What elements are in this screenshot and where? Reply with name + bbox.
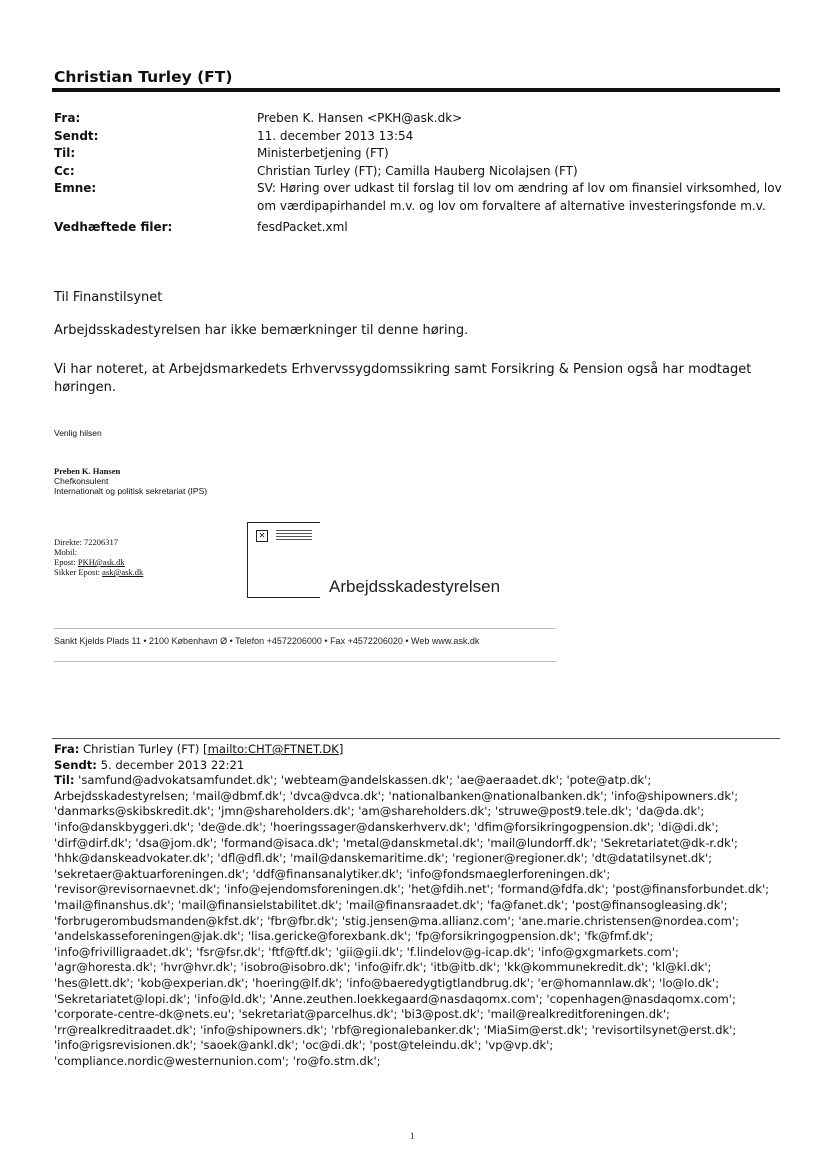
from-value: Preben K. Hansen <PKH@ask.dk> <box>257 111 463 125</box>
cc-value: Christian Turley (FT); Camilla Hauberg Nicolajsen (FT) <box>257 163 578 178</box>
top-rule <box>52 88 780 92</box>
epost-link[interactable]: PKH@ask.dk <box>77 557 125 567</box>
broken-image-icon: ✕ <box>256 530 268 542</box>
signature-mobil: Mobil: <box>54 547 78 557</box>
footer-rule-bottom <box>54 661 556 662</box>
sender-name: Christian Turley (FT) <box>54 68 233 86</box>
fwd-mailto-link[interactable]: [mailto:CHT@FTNET.DK] <box>203 742 344 756</box>
sikker-link[interactable]: ask@ask.dk <box>102 567 144 577</box>
forwarded-rule <box>52 738 780 739</box>
agency-name: Arbejdsskadestyrelsen <box>329 577 501 596</box>
to-row <box>54 145 784 163</box>
closing: Venlig hilsen <box>54 428 102 438</box>
cc-row <box>54 163 784 181</box>
image-placeholder-lines <box>276 530 312 542</box>
attachment-row <box>54 219 784 237</box>
from-row <box>54 110 784 128</box>
sent-row <box>54 128 784 146</box>
epost-label: Epost: <box>54 557 78 567</box>
attachment-label: Vedhæftede filer: <box>54 220 173 234</box>
footer-address: Sankt Kjelds Plads 11 • 2100 København Ø • Telefon +4572206000 • Fax +4572206020 • Web www.ask.dk <box>54 636 480 646</box>
page-number: 1 <box>410 1131 415 1141</box>
sent-label: Sendt: <box>54 128 99 143</box>
fwd-sent-label: Sendt: <box>54 757 97 772</box>
subject-label: Emne: <box>54 181 97 195</box>
fwd-from-line <box>54 742 780 758</box>
signature-dept: Internationalt og politisk sekretariat (IPS) <box>54 486 208 496</box>
fwd-sent-value: 5. december 2013 22:21 <box>96 757 245 772</box>
fwd-to-line <box>54 773 780 1069</box>
to-label: Til: <box>54 146 76 160</box>
footer-rule-top <box>54 628 556 629</box>
signature-epost-line <box>54 557 125 567</box>
sikker-label: Sikker Epost: <box>54 567 103 577</box>
cc-label: Cc: <box>54 163 75 178</box>
fwd-to-label: Til: <box>54 773 75 788</box>
body-paragraph-2: Vi har noteret, at Arbejdsmarkedets Erhvervssygdomssikring samt Forsikring & Pension også har modtaget høringen. <box>54 362 752 395</box>
fwd-from-label: Fra: <box>54 742 80 756</box>
attachment-file[interactable]: fesdPacket.xml <box>257 220 348 234</box>
signature-name: Preben K. Hansen <box>54 466 121 476</box>
greeting: Til Finanstilsynet <box>54 290 163 305</box>
fwd-to-recipients: 'samfund@advokatsamfundet.dk'; 'webteam@andelskassen.dk'; 'ae@aeraadet.dk'; 'pote@atp.dk'; Arbejdsskadestyrelsen; 'mail@dbmf.dk'; 'dvca@dvca.dk'; 'nationalbanken@nationalbanken.dk'; 'info@shipowners.dk'; 'danmarks@skibskredit.dk'; 'jmn@shareholders.dk'; 'am@shareholders.dk'; 'struwe@post9.tele.dk'; 'da@da.dk'; 'info@danskbyggeri.dk'; 'de@de.dk'; 'hoeringssager@danskerhverv.dk'; 'dfim@forsikringogpension.dk'; 'di@di.dk'; 'dirf@dirf.dk'; 'dsa@jom.dk'; 'formand@isaca.dk'; 'metal@danskmetal.dk'; 'mail@lundorff.dk'; 'Sekretariatet@dk-r.dk'; 'hhk@danskeadvokater.dk'; 'dfl@dfl.dk'; 'mail@danskemaritime.dk'; 'regioner@regioner.dk'; 'dt@datatilsynet.dk'; 'sekretaer@aktuarforeningen.dk'; 'ddf@finansanalytiker.dk'; 'info@fondsmaeglerforeningen.dk'; 'revisor@revisornaevnet.dk'; 'info@ejendomsforeningen.dk'; 'het@fdih.net'; 'formand@fdfa.dk'; 'post@finansforbundet.dk'; 'mail@finanshus.dk'; 'mail@finansielstabilitet.dk'; 'mail@finansraadet.dk'; 'fa@fanet.dk'; 'post@finansogleasing.dk'; 'forbrugerombudsmanden@kfst.dk'; 'fbr@fbr.dk'; 'stig.jensen@ma.allianz.com'; 'ane.marie.christensen@nordea.com'; 'andelskasseforeningen@jak.dk'; 'lisa.gericke@forexbank.dk'; 'fp@forsikringogpension.dk'; 'fk@fmf.dk'; 'info@frivilligraadet.dk'; 'fsr@fsr.dk'; 'ftf@ftf.dk'; 'gii@gii.dk'; 'f.lindelov@g-icap.dk'; 'info@gxgmarkets.com'; 'agr@horesta.dk'; 'hvr@hvr.dk'; 'isobro@isobro.dk'; 'info@ifr.dk'; 'itb@itb.dk'; 'kk@kommunekredit.dk'; 'kl@kl.dk'; 'hes@lett.dk'; 'kob@experian.dk'; 'hoering@lf.dk'; 'info@baeredygtigtlandbrug.dk'; 'er@homannlaw.dk'; 'lo@lo.dk'; 'Sekretariatet@lopi.dk'; 'info@ld.dk'; 'Anne.zeuthen.loekkegaard@nasdaqomx.com'; 'copenhagen@nasdaqomx.com'; 'corporate-centre-dk@nets.eu'; 'sekretariat@parcelhus.dk'; 'bi3@post.dk'; 'mail@realkreditforeningen.dk'; 'rr@realkreditraadet.dk'; 'info@shipowners.dk'; 'rbf@regionalebanker.dk'; 'MiaSim@erst.dk'; 'revisortilsynet@erst.dk'; 'info@rigsrevisionen.dk'; 'saoek@ankl.dk'; 'oc@di.dk'; 'post@teleindu.dk'; 'vp@vp.dk'; 'compliance.nordic@westernunion.com'; 'ro@fo.stm.dk'; <box>54 773 770 1068</box>
email-header <box>54 110 784 237</box>
fwd-from-value: Christian Turley (FT) <box>79 742 204 756</box>
from-label: Fra: <box>54 111 81 125</box>
fwd-sent-line <box>54 758 780 774</box>
signature-sikker-line <box>54 567 143 577</box>
subject-value: SV: Høring over udkast til forslag til lov om ændring af lov om finansiel virksomhed, lov om værdipapirhandel m.v. og lov om forvaltere af alternative investeringsfonde m.v. <box>257 181 782 213</box>
body-paragraph-1: Arbejdsskadestyrelsen har ikke bemærkninger til denne høring. <box>54 323 469 338</box>
sent-value: 11. december 2013 13:54 <box>257 128 414 143</box>
signature-title: Chefkonsulent <box>54 476 109 486</box>
logo-image <box>247 522 320 598</box>
subject-row <box>54 180 784 215</box>
signature-direct: Direkte: 72206317 <box>54 537 118 547</box>
forwarded-message <box>54 742 780 1069</box>
to-value: Ministerbetjening (FT) <box>257 146 389 160</box>
